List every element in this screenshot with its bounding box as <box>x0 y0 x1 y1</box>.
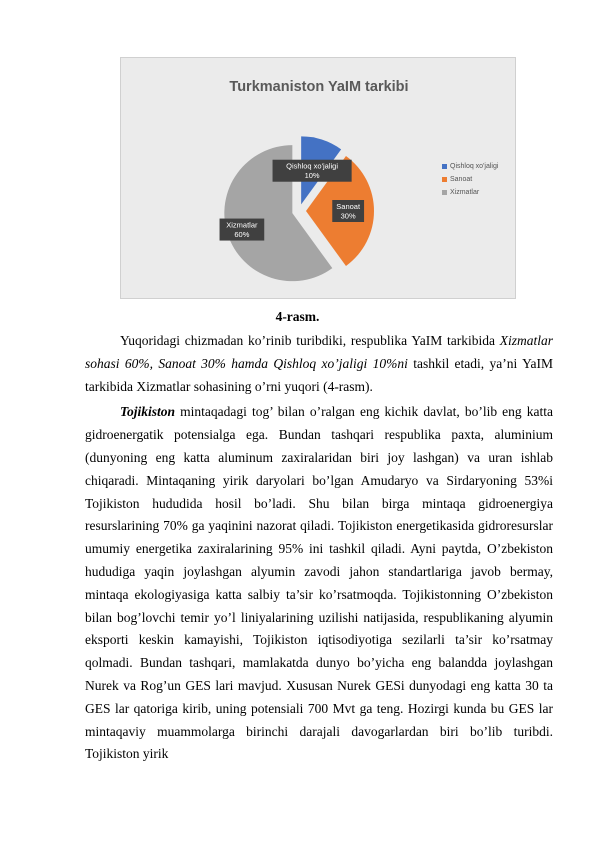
data-label-value: 10% <box>304 171 320 181</box>
data-label-name: Sanoat <box>336 202 361 211</box>
paragraph-1-text-end: tashkil etadi, ya’ni YaIM tarkibida Xizmatlar sohasining o’rni yuqori (4-rasm). <box>85 355 553 394</box>
data-label-value: 30% <box>340 211 356 221</box>
paragraph-1-italic: Xizmatlar sohasi 60%, Sanoat 30% hamda Qishloq xo’jaligi 10%ni <box>85 333 553 371</box>
paragraph-2-text: mintaqadagi tog’ bilan o’ralgan eng kichik davlat, bo’lib eng katta gidroenergatik potensialga ega. Bundan tashqari respublika paxta, aluminium (dunyoning eng katta aluminum zaxiralaridan biri joy lashgan) va uran ishlab chiqaradi. Mintaqaning yirik daryolari bo’lgan Amudaryo va Sirdaryoning 53%i Tojikiston hududida hosil bo’ladi. Shu bilan birga mintaqa gidroenergiya resurslarining 70% ga yaqinini nazorat qiladi. Tojikiston energetikasida gidroresurslar umumiy energetika zaxiralarining 95% ini tashkil qiladi. Ayni paytda, O’zbekiston hududiga yaqin joylashgan alyumin zavodi jahon standartlariga javob bermay, mintaqa ekologiyasiga katta salbiy ta’sir ko’rsatmoqda. Tojikistonning O’zbekiston bilan bog’lovchi temir yo’l liniyalarining uzilishi natijasida, respublikaning alyumin eksporti keskin kamayishi, Tojikiston iqtisodiyotiga sezilarli ta’sir ko’rsatmay qolmadi. Bundan tashqari, mamlakatda dunyo bo’yicha eng balandda joylashgan Nurek va Rog’un GES lari mavjud. Xususan Nurek GESi dunyodagi eng katta 30 ta GES lar qatoriga kirib, uning potensiali 700 Mvt ga teng. Hozirgi kunda bu GES lar mintaqaviy muammolarga birinchi darajali davogarlardan biri bo’lib turibdi. Tojikiston yirik <box>85 404 553 762</box>
legend-item-xizmatlar <box>442 186 498 199</box>
data-label-name: Qishloq xo'jaligi <box>286 161 339 171</box>
paragraph-2 <box>85 401 553 766</box>
legend-label: Xizmatlar <box>450 189 480 196</box>
chart-title: Turkmaniston YaIM tarkibi <box>229 79 409 95</box>
data-label-name: Xizmatlar <box>226 220 258 230</box>
legend-item-sanoat <box>442 173 498 186</box>
legend-item-qishloq <box>442 160 498 173</box>
data-label-value: 60% <box>234 230 250 240</box>
paragraph-2-lead: Tojikiston <box>120 404 176 420</box>
chart-legend <box>442 160 498 199</box>
legend-swatch <box>442 164 447 169</box>
paragraph-1 <box>85 330 553 398</box>
legend-label: Sanoat <box>450 176 473 183</box>
body-text <box>85 330 553 766</box>
data-label-qishloq <box>273 160 352 182</box>
pie-chart <box>120 57 516 299</box>
paragraph-1-text: Yuqoridagi chizmadan ko’rinib turibdiki, respublika YaIM tarkibida <box>120 333 500 348</box>
legend-swatch <box>442 190 447 195</box>
data-label-sanoat <box>332 200 364 222</box>
legend-swatch <box>442 177 447 182</box>
figure-caption: 4-rasm. <box>275 309 320 324</box>
data-label-xizmatlar <box>220 219 265 241</box>
legend-label: Qishloq xo'jaligi <box>450 163 499 170</box>
